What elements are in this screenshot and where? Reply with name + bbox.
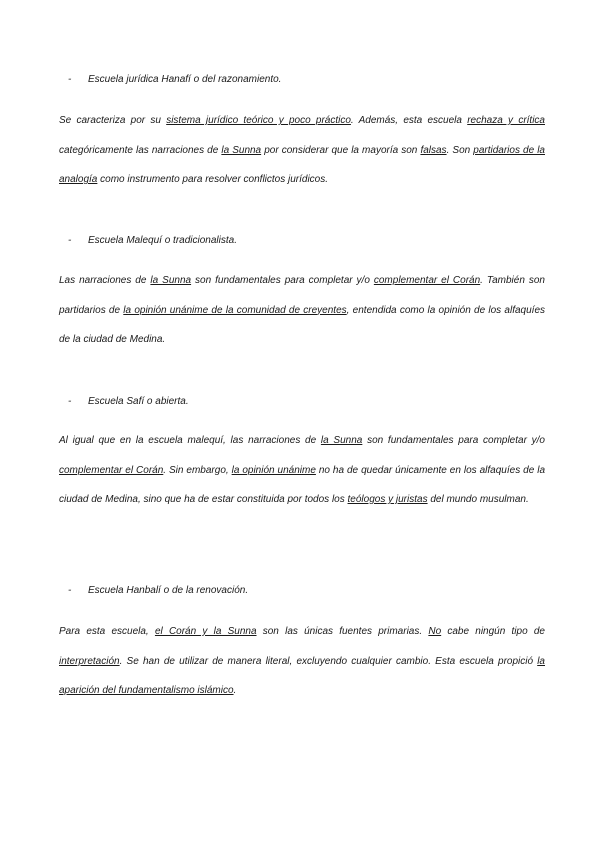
paragraph-text: no ha de quedar únicamente en los alfaquíes de la ciudad de Medina, sino que ha de estar constituida por todos los <box>59 464 546 505</box>
underlined-phrase: la opinión unánime de la comunidad de creyentes <box>123 304 347 316</box>
paragraph-text: Al igual que en la escuela malequí, las narraciones de <box>59 435 321 446</box>
bullet-dash: - <box>68 235 72 246</box>
paragraph-text: cabe ningún tipo de <box>441 626 545 637</box>
underlined-phrase: la Sunna <box>221 144 262 156</box>
bullet-heading-hanafi <box>68 73 548 87</box>
bullet-dash: - <box>68 74 72 85</box>
underlined-phrase: partidarios de la analogía <box>59 144 545 185</box>
bullet-heading-safi <box>68 395 548 409</box>
underlined-phrase: la opinión unánime <box>231 464 316 476</box>
paragraph-text: Para esta escuela, <box>59 626 155 637</box>
paragraph-text: . <box>233 685 237 696</box>
paragraph-text: . Se han de utilizar de manera literal, excluyendo cualquier cambio. Esta escuela propició <box>119 655 538 667</box>
paragraph-text: son las únicas fuentes primarias. <box>256 626 429 637</box>
paragraph-text: son fundamentales para completar y/o <box>191 275 374 286</box>
paragraph-text: . Sin embargo, <box>163 464 232 476</box>
paragraph-text: como instrumento para resolver conflictos jurídicos. <box>97 174 329 185</box>
paragraph-text: . Además, esta escuela <box>350 115 468 126</box>
heading-text: Escuela Safí o abierta. <box>88 396 189 407</box>
paragraph-hanbali <box>59 617 545 706</box>
underlined-phrase: la Sunna <box>150 275 192 286</box>
underlined-phrase: No <box>428 626 442 637</box>
underlined-phrase: la aparición del fundamentalismo islámico <box>59 655 545 696</box>
underlined-phrase: complementar el Corán <box>373 275 481 286</box>
paragraph-text: Las narraciones de <box>59 275 151 286</box>
bullet-heading-hanbali <box>68 584 548 598</box>
underlined-phrase: sistema jurídico teórico y poco práctico <box>166 115 351 126</box>
heading-text: Escuela Hanbalí o de la renovación. <box>88 585 249 596</box>
paragraph-text: categóricamente las narraciones de <box>59 144 222 156</box>
underlined-phrase: falsas <box>420 144 447 156</box>
underlined-phrase: el Corán y la Sunna <box>154 626 257 637</box>
underlined-phrase: teólogos y juristas <box>347 494 428 505</box>
paragraph-text: . También son partidarios de <box>59 275 545 316</box>
paragraph-maleki <box>59 266 545 355</box>
underlined-phrase: rechaza y crítica <box>467 115 545 126</box>
underlined-phrase: interpretación <box>59 655 120 667</box>
paragraph-hanafi <box>59 106 545 195</box>
paragraph-text: por considerar que la mayoría son <box>261 144 421 156</box>
paragraph-safi <box>59 426 545 515</box>
bullet-heading-maleki <box>68 234 548 248</box>
paragraph-text: del mundo musulman. <box>427 494 529 505</box>
heading-text: Escuela jurídica Hanafí o del razonamiento. <box>88 74 282 85</box>
underlined-phrase: la Sunna <box>320 435 363 446</box>
paragraph-text: son fundamentales para completar y/o <box>362 435 545 446</box>
paragraph-text: Se caracteriza por su <box>59 115 167 126</box>
paragraph-text: . Son <box>446 144 474 156</box>
bullet-dash: - <box>68 585 72 596</box>
heading-text: Escuela Malequí o tradicionalista. <box>88 235 237 246</box>
bullet-dash: - <box>68 396 72 407</box>
underlined-phrase: complementar el Corán <box>59 464 164 476</box>
paragraph-text: , entendida como la opinión de los alfaquíes de la ciudad de Medina. <box>59 304 545 345</box>
